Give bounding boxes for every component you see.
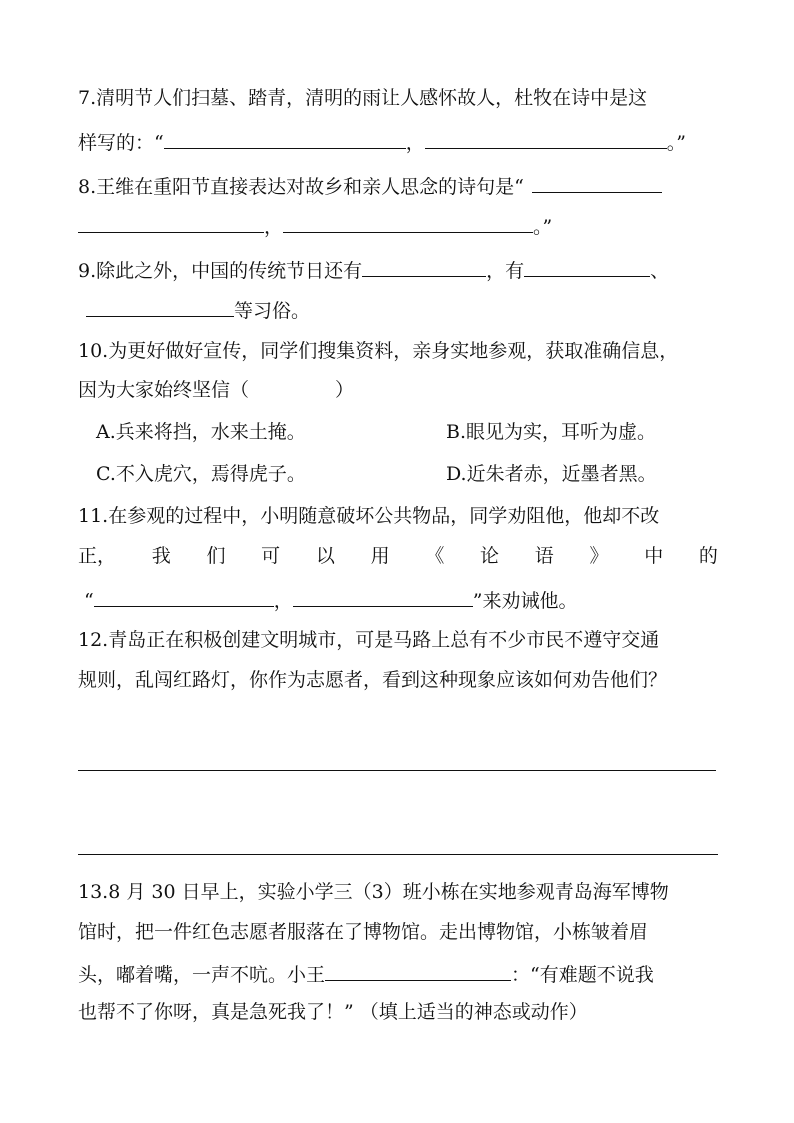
q11-word: 以 (315, 545, 335, 567)
q8-blank-1a[interactable] (532, 172, 662, 193)
q11-word: 论 (480, 545, 500, 567)
q11-open-quote: “ (84, 590, 94, 612)
q9-end: 等习俗。 (234, 300, 311, 322)
q10-text: 10.为更好做好宣传，同学们搜集资料，亲身实地参观，获取准确信息， (78, 340, 679, 362)
q11-word: 》 (589, 545, 609, 567)
q11-blank-1[interactable] (94, 586, 274, 607)
q7-text: 7.清明节人们扫墓、踏青，清明的雨让人感怀故人，杜牧在诗中是这 (78, 87, 648, 109)
q10-stem: 因为大家始终坚信（ (78, 379, 250, 401)
option-a-text: A.兵来将挡，水来土掩。 (96, 421, 306, 443)
q10-close-paren: ） (335, 379, 355, 401)
q11-word: 《 (425, 545, 445, 567)
q11-text: 11.在参观的过程中，小明随意破坏公共物品，同学劝阻他，他却不改 (78, 505, 660, 527)
q9-sep: 、 (650, 260, 670, 282)
q10-option-c[interactable] (96, 462, 306, 486)
q11-word: 我 (151, 545, 171, 567)
q11-word: 的 (698, 545, 718, 567)
q7-line-1 (78, 86, 647, 110)
q11-blank-2[interactable] (293, 586, 473, 607)
q13-line-1 (78, 880, 669, 904)
q8-text: 8.王维在重阳节直接表达对故乡和亲人思念的诗句是“ (78, 176, 524, 198)
q8-comma: ， (264, 216, 284, 238)
q8-end: 。” (533, 216, 553, 238)
q10-option-b[interactable] (446, 420, 656, 444)
q13-text-4: 也帮不了你呀，真是急死我了！” （填上适当的神态或动作） (78, 1001, 588, 1023)
q9-blank-2[interactable] (524, 256, 650, 277)
q13-text-1: 13.8 月 30 日早上，实验小学三（3）班小栋在实地参观青岛海军博物 (78, 881, 669, 903)
q8-blank-2[interactable] (283, 212, 533, 233)
q11-line-1 (78, 504, 659, 528)
q9-blank-3[interactable] (86, 296, 234, 317)
q7-line-2 (78, 128, 686, 155)
q9-mid: ，有 (486, 260, 525, 282)
q10-line-1 (78, 339, 678, 363)
q11-line-2 (78, 544, 718, 568)
q11-word: 语 (534, 545, 554, 567)
option-d-text: D.近朱者赤，近墨者黑。 (446, 463, 657, 485)
q13-text-2: 馆时，把一件红色志愿者服落在了博物馆。走出博物馆，小栋皱着眉 (78, 921, 649, 943)
q9-prefix: 9.除此之外，中国的传统节日还有 (78, 260, 363, 282)
q8-blank-1b[interactable] (78, 212, 264, 233)
q7-blank-1[interactable] (164, 128, 406, 149)
q7-blank-2[interactable] (425, 128, 667, 149)
q13-prefix: 头，嘟着嘴，一声不吭。小王 (78, 964, 326, 986)
q7-prefix: 样写的：“ (78, 132, 164, 154)
q9-line-1 (78, 256, 669, 283)
q9-line-2 (86, 296, 310, 323)
q11-word: 正， (78, 545, 117, 567)
q11-line-3 (84, 586, 577, 613)
q13-line-2 (78, 920, 648, 944)
q9-blank-1[interactable] (362, 256, 486, 277)
q7-end: 。” (666, 132, 686, 154)
q10-line-2 (78, 378, 354, 402)
q8-line-1 (78, 172, 662, 199)
q10-option-d[interactable] (446, 462, 657, 486)
q12-answer-line-1[interactable] (78, 770, 716, 771)
q11-word: 可 (261, 545, 281, 567)
q13-line-3 (78, 960, 654, 987)
q11-word: 们 (206, 545, 226, 567)
q8-line-2 (78, 212, 552, 239)
q11-word: 用 (370, 545, 390, 567)
q11-word: 中 (644, 545, 664, 567)
q10-option-a[interactable] (96, 420, 306, 444)
q12-line-1 (78, 628, 659, 652)
q7-comma: ， (405, 132, 425, 154)
q11-comma: ， (273, 590, 293, 612)
q12-text-2: 规则，乱闯红路灯，你作为志愿者，看到这种现象应该如何劝告他们？ (78, 669, 668, 691)
q11-end: ”来劝诫他。 (472, 590, 578, 612)
q12-answer-line-2[interactable] (78, 854, 718, 855)
option-b-text: B.眼见为实，耳听为虚。 (446, 421, 657, 443)
q13-blank[interactable] (325, 960, 511, 981)
q13-end: ：“有难题不说我 (511, 964, 654, 986)
option-c-text: C.不入虎穴，焉得虎子。 (96, 463, 306, 485)
q12-line-2 (78, 668, 667, 692)
q13-line-4 (78, 1000, 588, 1024)
q12-text-1: 12.青岛正在积极创建文明城市，可是马路上总有不少市民不遵守交通 (78, 629, 660, 651)
